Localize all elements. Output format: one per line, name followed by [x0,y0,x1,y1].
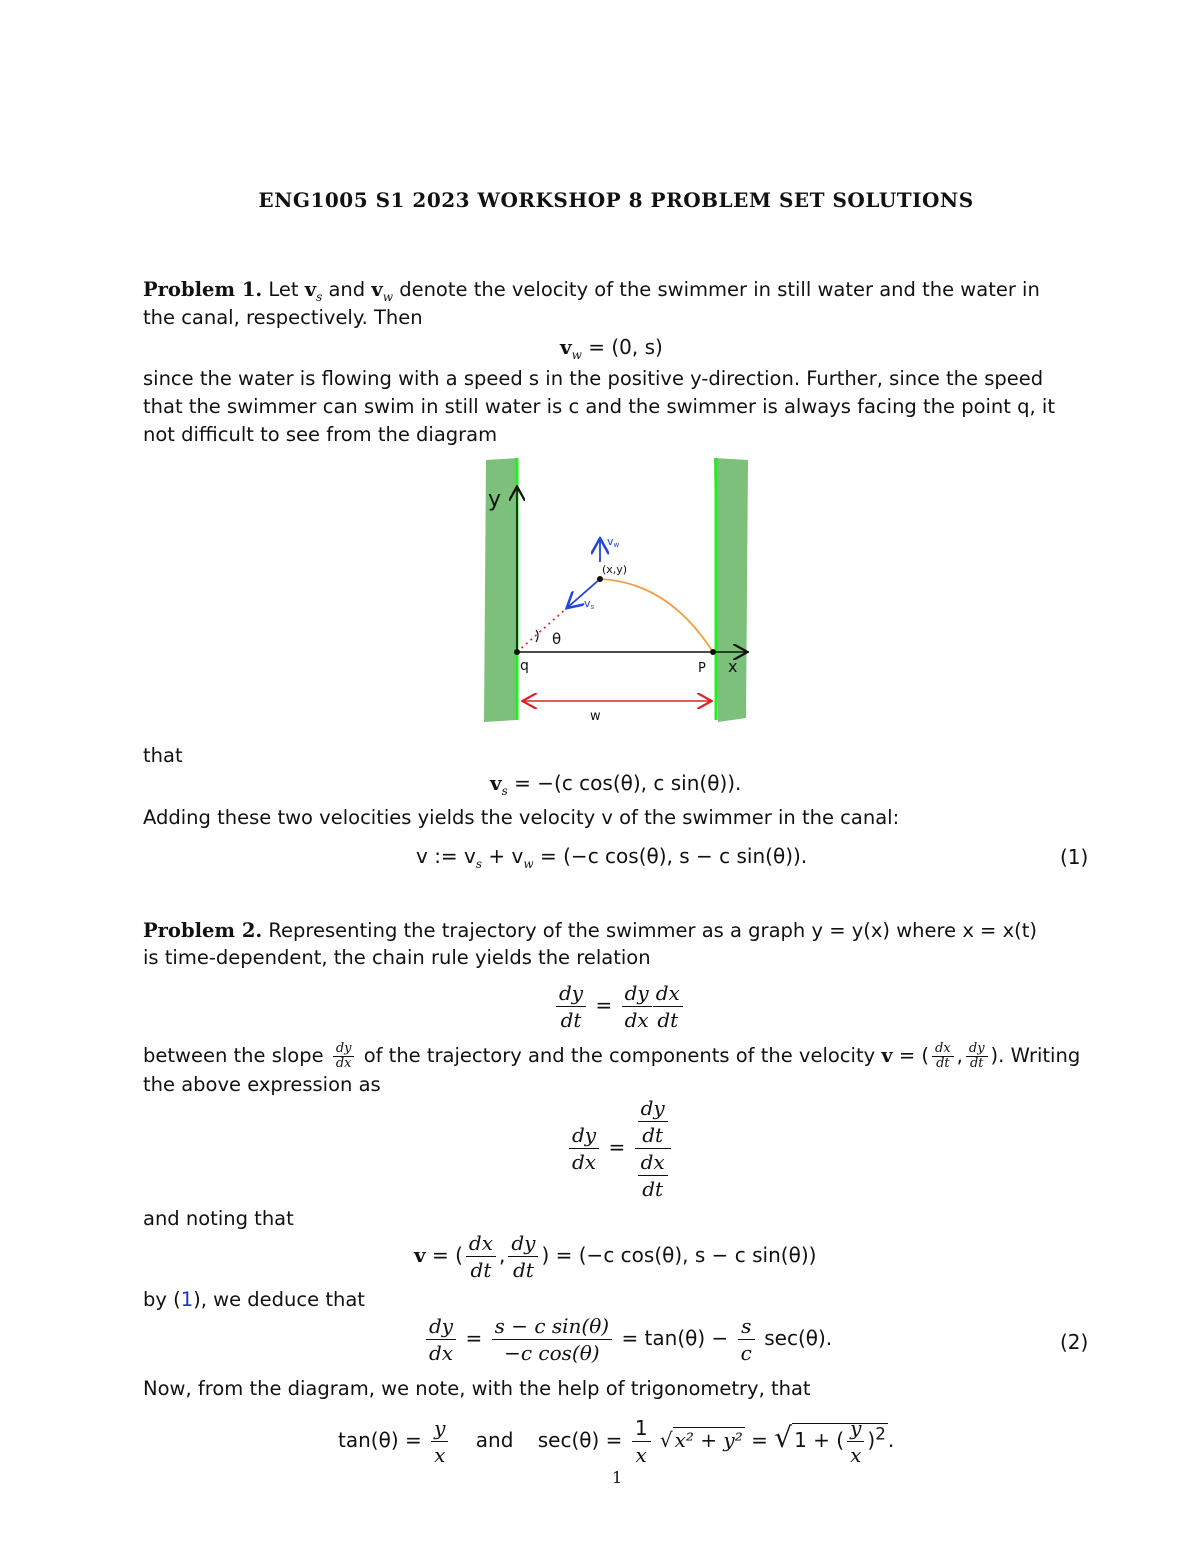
label-point: (x,y) [602,563,628,576]
p2-line1: Problem 2. Representing the trajectory of the swimmer as a graph y = y(x) where x = x(t) [143,919,1037,942]
label-p: P [698,661,706,676]
p1-line2: the canal, respectively. Then [143,306,423,329]
p2-line2: is time-dependent, the chain rule yields the relation [143,946,651,969]
right-bank [714,458,748,722]
eq-2-number: (2) [1060,1330,1089,1354]
p1-line4: that the swimmer can swim in still water is c and the swimmer is always facing the point q, it [143,395,1055,418]
p1-that: that [143,744,183,767]
point-q [514,649,520,655]
eq-vs: $v_s = -(c$ cos(θ), c sin(θ)). [490,771,742,798]
p1-line3: since the water is flowing with a speed s in the positive y-direction. Further, since the speed [143,367,1044,390]
p2-noting: and noting that [143,1207,294,1230]
p2-line4: the above expression as [143,1073,381,1096]
point-p [710,649,716,655]
label-theta: θ [552,630,562,648]
trajectory [600,579,713,652]
eq-vw: $v_w = (0$, s) [560,335,663,362]
eq-chain-rule: $\frac{dy}{dt}$ = $\frac{dy}{dx}$ $\frac{dx}{dt}$ [553,980,686,1033]
eq-ratio: $\frac{dy}{dx}$ = $\frac{\frac{dy}{dt}}{\frac{dx}{dt}}$ [566,1095,674,1202]
p1-line1: Problem 1. Let $v_s$ and $v_w$ denote the velocity of the swimmer in still water and the water in [143,278,1040,304]
p2-line3: between the slope $\frac{dy}{dx}$ of the trajectory and the components of the velocity v = ( $\frac{dx}{dt}$ , $\frac{dy}{dt}$ ). Writing [143,1041,1081,1071]
label-x: x [728,657,738,676]
page-title: ENG1005 S1 2023 WORKSHOP 8 PROBLEM SET SOLUTIONS [258,188,974,212]
label-vs: vs [584,597,595,611]
eq-1-number: (1) [1060,845,1089,869]
eq-ref-link[interactable]: 1 [180,1288,194,1311]
label-vw: vw [607,535,620,549]
eq-1: v := $v_s + v_w = (-c$ cos(θ), s − c sin(θ)). [416,844,808,871]
label-q: q [520,658,529,674]
label-y: y [488,487,502,512]
p1-heading: Problem 1. [143,278,263,301]
point-xy [597,576,603,582]
p2-by: by (1), we deduce that [143,1288,365,1311]
canal-diagram [478,452,753,727]
p1-line5: not difficult to see from the diagram [143,423,498,446]
eq-2: $\frac{dy}{dx}$ = $\frac{\text{s − c sin(θ)}}{\text{−c cos(θ)}}$ = tan(θ) − $\frac{s}{c}$ sec(θ). [423,1313,832,1366]
p1-adding: Adding these two velocities yields the velocity v of the swimmer in the canal: [143,806,900,829]
page-number: 1 [612,1468,623,1487]
p2-heading: Problem 2. [143,919,263,942]
eq-v: v = ( $\frac{dx}{dt}$ , $\frac{dy}{dt}$ ) = (−c cos(θ), s − c sin(θ)) [414,1231,817,1282]
label-w: w [590,709,601,724]
eq-trig: tan(θ) = $\frac{y}{x}$ and sec(θ) = $\frac{1}{x}$ √ x² + y² = √ 1 + ( $\frac{y}{x}$ )$^2$ . [338,1416,895,1467]
p2-now: Now, from the diagram, we note, with the help of trigonometry, that [143,1377,811,1400]
